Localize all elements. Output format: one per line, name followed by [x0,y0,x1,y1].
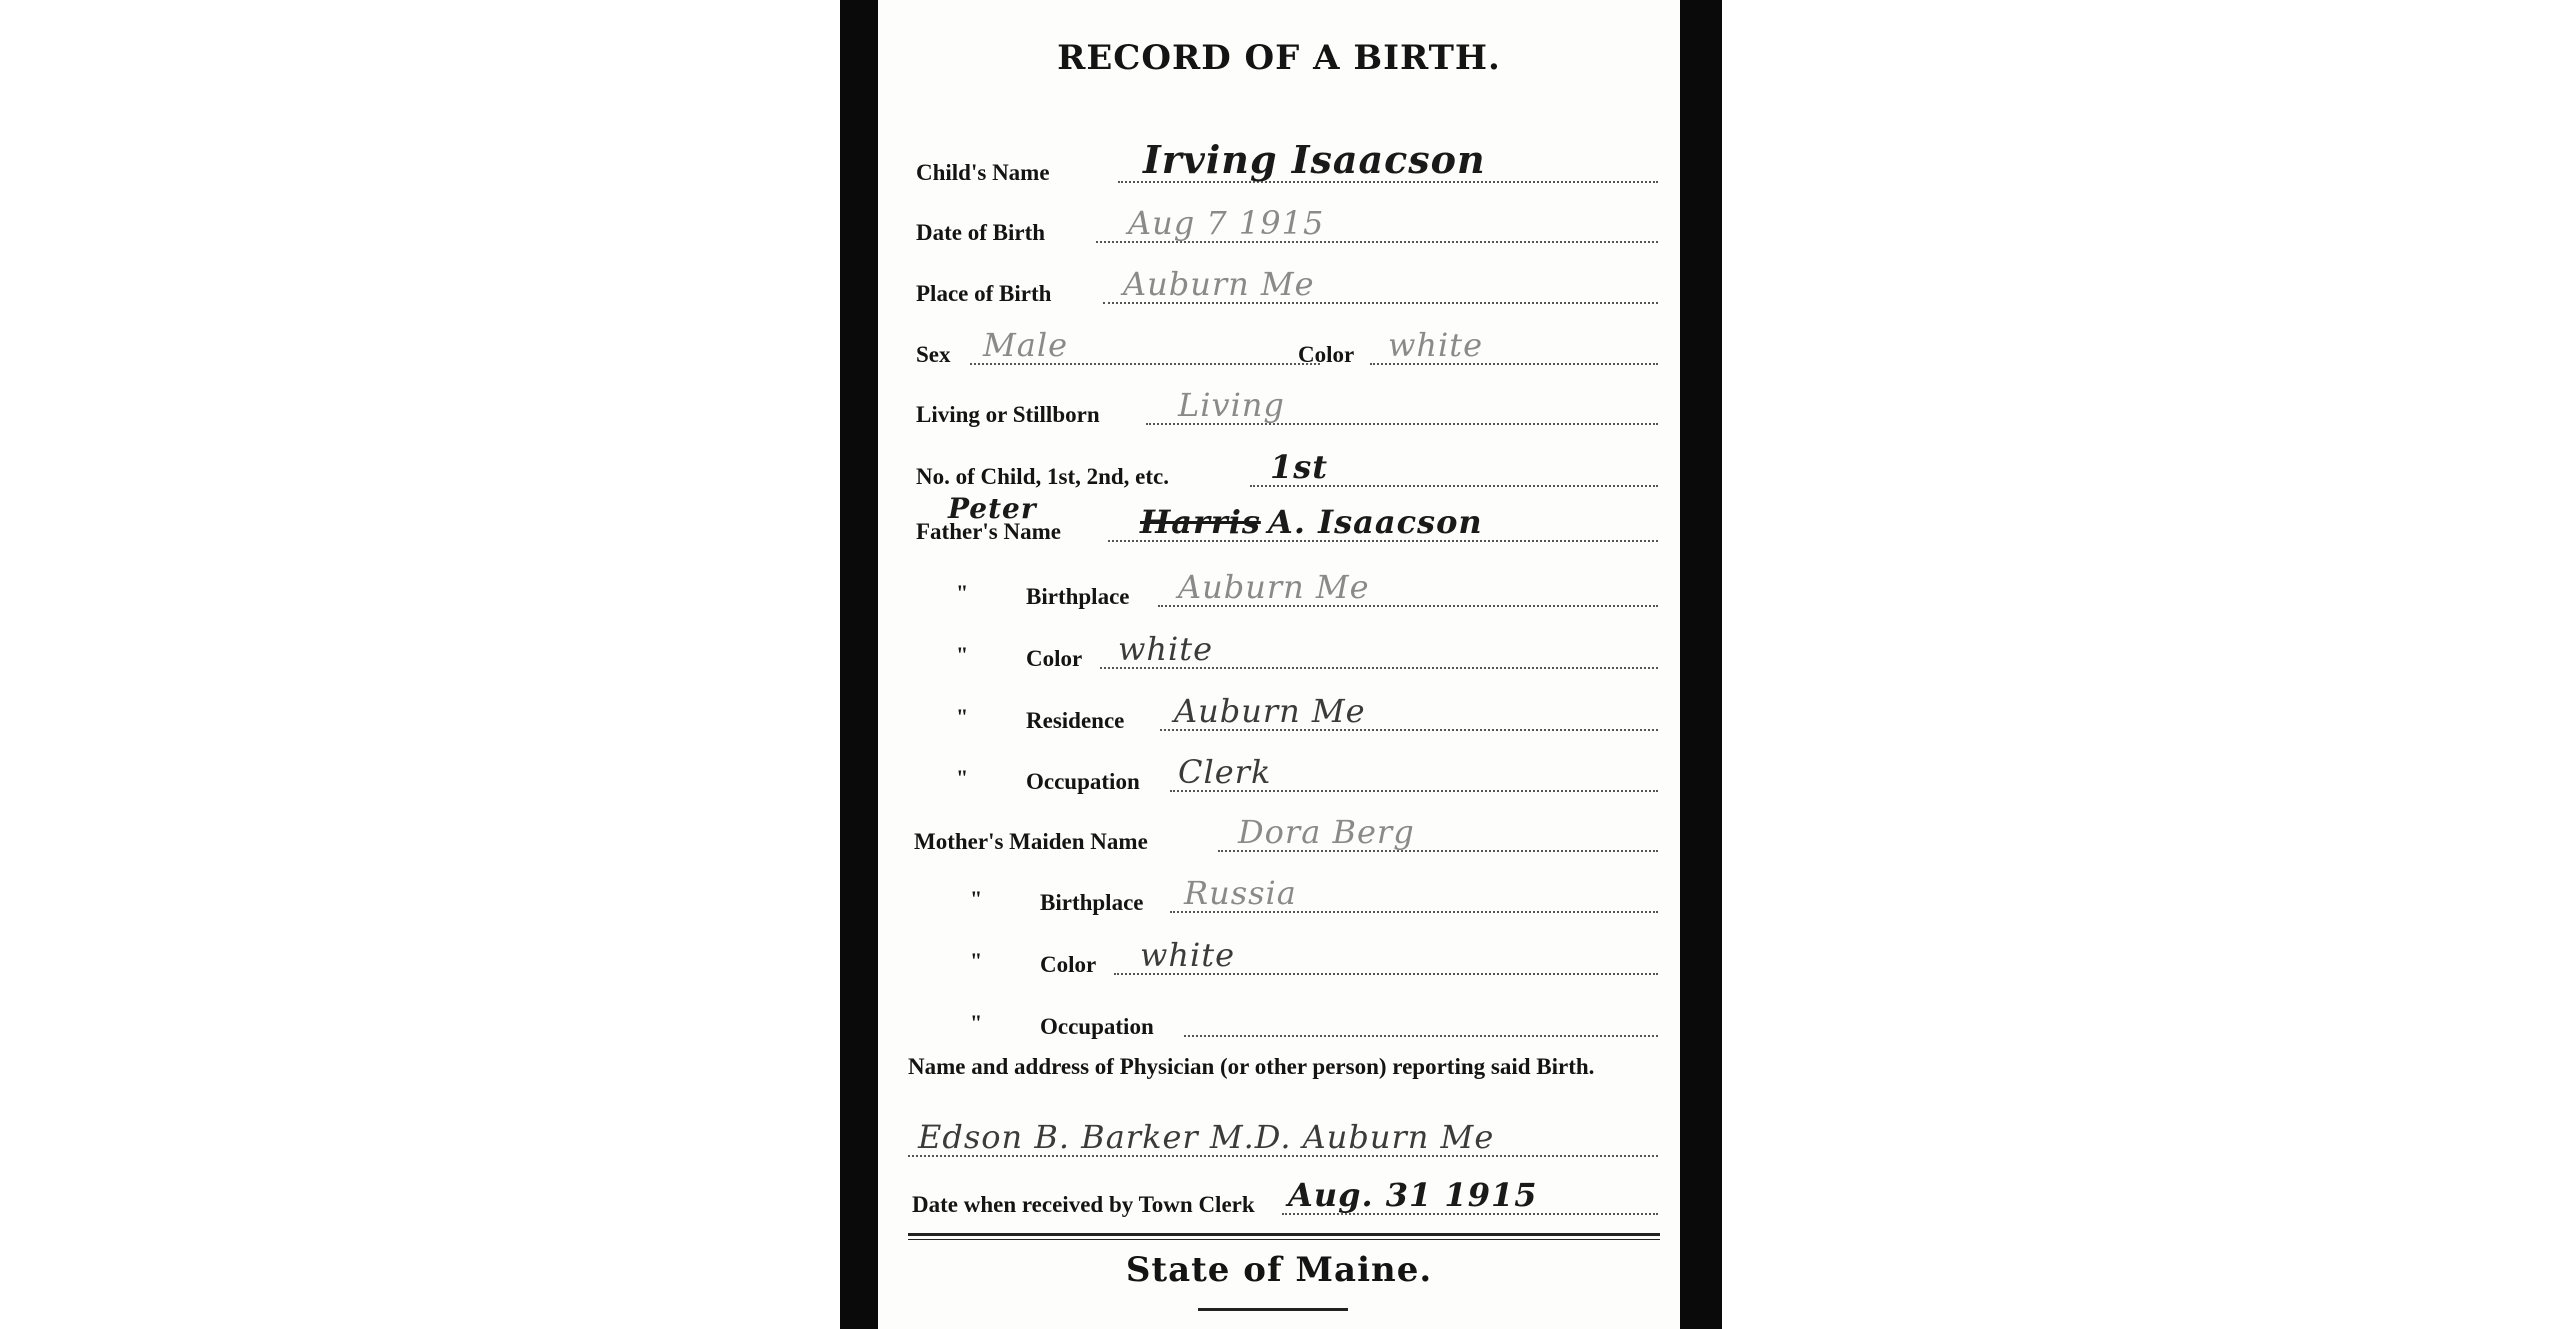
date-received-label: Date when received by Town Clerk [912,1192,1255,1217]
row-father-color [878,632,1680,678]
mother-maiden-name-value: Dora Berg [1238,813,1415,851]
no-of-child-label: No. of Child, 1st, 2nd, etc. [916,464,1170,489]
father-name-correction: Peter [948,492,1037,525]
date-of-birth-label: Date of Birth [916,220,1046,245]
row-child-name [878,137,1680,192]
mother-color-label: Color [1040,952,1097,977]
father-name-value: A. Isaacson [1268,503,1483,541]
row-father-residence [878,694,1680,740]
date-of-birth-value: Aug 7 1915 [1128,204,1325,242]
father-color-label: Color [1026,646,1083,671]
birth-record-card [878,0,1680,1329]
physician-label: Name and address of Physician (or other person) reporting said Birth. [908,1054,1595,1079]
row-physician [878,1120,1680,1166]
ditto-mark: " [970,948,983,973]
row-sex-color [878,328,1680,374]
row-living-stillborn [878,388,1680,434]
mother-maiden-name-label: Mother's Maiden Name [914,829,1148,854]
color-value: white [1388,326,1484,364]
footer-rule-thick [908,1233,1660,1236]
place-of-birth-label: Place of Birth [916,281,1052,306]
row-date-received [878,1178,1680,1224]
mother-occupation-line [1184,1035,1658,1037]
ditto-mark: " [956,580,969,605]
row-father-name [878,492,1680,551]
father-residence-label: Residence [1026,708,1125,733]
father-name-label: Father's Name [916,519,1061,544]
place-of-birth-value: Auburn Me [1123,265,1315,303]
living-stillborn-label: Living or Stillborn [916,402,1100,427]
mother-birthplace-value: Russia [1184,874,1297,912]
mother-color-value: white [1140,936,1236,974]
row-father-birthplace [878,570,1680,616]
row-father-occupation [878,755,1680,801]
sex-value: Male [983,326,1069,364]
father-birthplace-value: Auburn Me [1178,568,1370,606]
color-label: Color [1298,342,1355,367]
child-name-label: Child's Name [916,160,1050,185]
row-date-of-birth [878,206,1680,252]
row-mother-maiden-name [878,815,1680,861]
living-stillborn-value: Living [1178,386,1285,424]
ditto-mark: " [956,765,969,790]
child-name-value: Irving Isaacson [1143,137,1486,182]
father-residence-value: Auburn Me [1174,692,1366,730]
father-color-value: white [1118,630,1214,668]
mother-birthplace-label: Birthplace [1040,890,1144,915]
row-mother-occupation [878,1000,1680,1046]
ditto-mark: " [956,704,969,729]
record-title: RECORD OF A BIRTH. [1057,38,1501,78]
sex-label: Sex [916,342,951,367]
ditto-mark: " [970,886,983,911]
row-place-of-birth [878,267,1680,313]
row-mother-birthplace [878,876,1680,922]
ditto-mark: " [970,1010,983,1035]
no-of-child-value: 1st [1270,448,1329,486]
father-occupation-label: Occupation [1026,769,1140,794]
footer-rule-thin [908,1239,1660,1240]
date-received-value: Aug. 31 1915 [1288,1176,1538,1214]
row-mother-color [878,938,1680,984]
father-birthplace-label: Birthplace [1026,584,1130,609]
father-occupation-value: Clerk [1178,753,1272,791]
row-no-of-child [878,450,1680,496]
footer-rule-short [1198,1308,1348,1311]
father-name-struck: Harris [1140,503,1261,541]
state-of-maine-footer: State of Maine. [1125,1250,1433,1290]
mother-occupation-label: Occupation [1040,1014,1154,1039]
physician-value: Edson B. Barker M.D. Auburn Me [918,1118,1495,1156]
ditto-mark: " [956,642,969,667]
